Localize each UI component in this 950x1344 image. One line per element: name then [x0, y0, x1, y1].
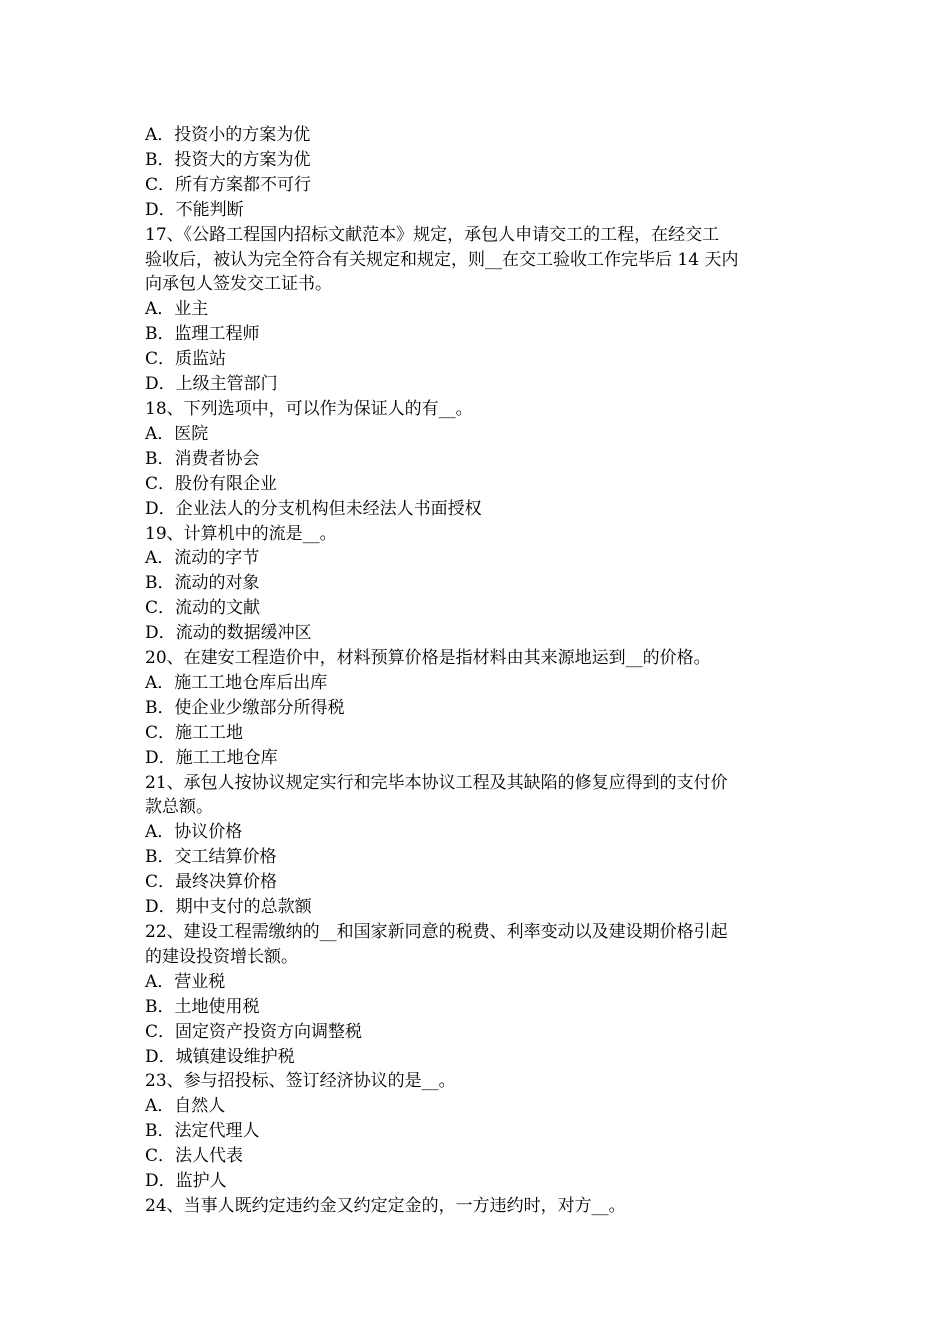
option-line: B．流动的对象: [145, 573, 260, 594]
option-line: D．上级主管部门: [145, 374, 278, 395]
option-line: A．施工工地仓库后出库: [145, 672, 328, 693]
option-line: A．流动的字节: [145, 548, 260, 569]
option-line: D．城镇建设维护税: [145, 1046, 295, 1067]
option-line: A．营业税: [145, 971, 226, 992]
option-line: A．医院: [145, 423, 209, 444]
question-18: 18、下列选项中，可以作为保证人的有__。: [145, 398, 473, 419]
question-23: 23、参与招投标、签订经济协议的是__。: [145, 1071, 456, 1092]
option-line: B．消费者协会: [145, 448, 260, 469]
question-24: 24、当事人既约定违约金又约定定金的，一方违约时，对方__。: [145, 1195, 626, 1216]
option-line: C．固定资产投资方向调整税: [145, 1021, 363, 1042]
option-line: C．流动的文献: [145, 598, 261, 619]
question-21-line-1: 21、承包人按协议规定实行和完毕本协议工程及其缺陷的修复应得到的支付价: [145, 772, 728, 793]
question-20: 20、在建安工程造价中，材料预算价格是指材料由其来源地运到__的价格。: [145, 648, 711, 669]
option-line: B．土地使用税: [145, 996, 260, 1017]
question-17-line-2: 验收后，被认为完全符合有关规定和规定，则__在交工验收工作完毕后 14 天内: [145, 249, 739, 270]
option-line: C．施工工地: [145, 722, 244, 743]
option-line: A．投资小的方案为优: [145, 125, 311, 145]
option-line: B．交工结算价格: [145, 847, 277, 868]
option-line: B．使企业少缴部分所得税: [145, 697, 345, 718]
option-line: C．法人代表: [145, 1146, 244, 1167]
option-line: A．业主: [145, 299, 209, 320]
question-19: 19、计算机中的流是__。: [145, 523, 337, 544]
option-line: D．施工工地仓库: [145, 747, 278, 768]
document-page: [145, 123, 810, 1219]
option-line: C．所有方案都不可行: [145, 174, 312, 195]
option-line: A．协议价格: [145, 822, 243, 843]
option-line: D．企业法人的分支机构但未经法人书面授权: [145, 498, 482, 519]
option-line: D．监护人: [145, 1171, 227, 1192]
option-line: B．法定代理人: [145, 1121, 260, 1142]
option-line: B．投资大的方案为优: [145, 149, 311, 170]
option-line: C．股份有限企业: [145, 473, 278, 494]
option-line: D．期中支付的总款额: [145, 897, 312, 918]
option-line: D．不能判断: [145, 199, 244, 220]
option-line: B．监理工程师: [145, 324, 260, 345]
option-line: A．自然人: [145, 1096, 226, 1117]
question-22-line-1: 22、建设工程需缴纳的__和国家新同意的税费、利率变动以及建设期价格引起: [145, 922, 728, 942]
option-line: C．质监站: [145, 349, 227, 370]
question-22-line-2: 的建设投资增长额。: [145, 946, 298, 967]
question-17-line-1: 17、《公路工程国内招标文献范本》规定，承包人申请交工的工程，在经交工: [145, 224, 720, 245]
question-21-line-2: 款总额。: [145, 797, 213, 818]
option-line: C．最终决算价格: [145, 872, 278, 893]
option-line: D．流动的数据缓冲区: [145, 623, 312, 644]
question-17-line-3: 向承包人签发交工证书。: [145, 274, 332, 295]
